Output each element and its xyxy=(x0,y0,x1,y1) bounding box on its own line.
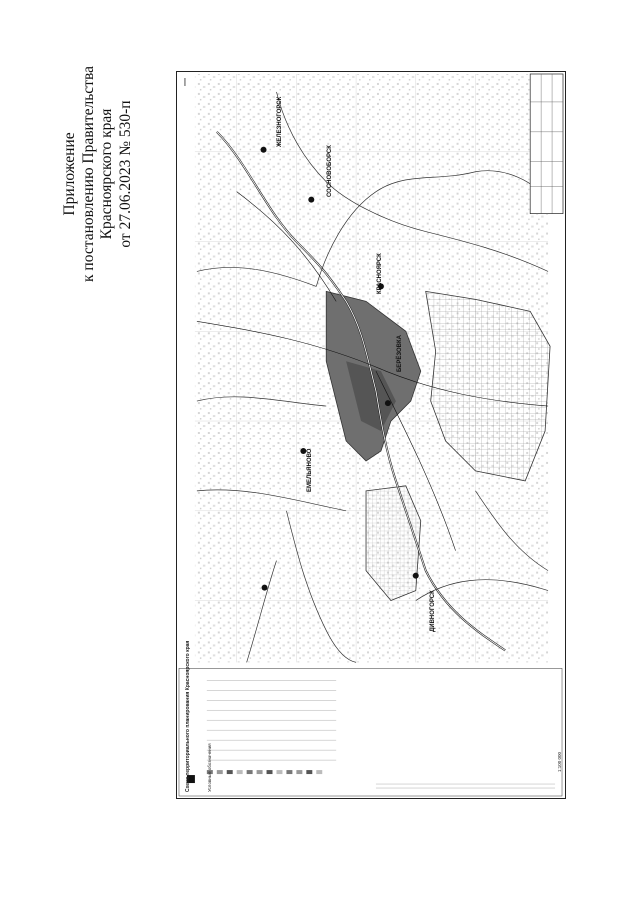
legend-title: Условные обозначения xyxy=(207,743,212,792)
header-line-1: Приложение xyxy=(61,132,78,216)
city-label-berezovka: БЕРЁЗОВКА xyxy=(397,334,403,372)
map-title: Схема территориального планирования Красноярского края xyxy=(185,640,191,792)
city-label-divnogorsk: ДИВНОГОРСК xyxy=(430,590,436,632)
scale-label: 1:100 000 xyxy=(557,751,562,772)
header-line-4: от 27.06.2023 № 530-п xyxy=(116,100,134,248)
map-sheet xyxy=(176,71,566,799)
appendix-header xyxy=(58,64,138,284)
appendix-header-text xyxy=(61,64,135,284)
city-label-zheleznogorsk: ЖЕЛЕЗНОГОРСК xyxy=(277,96,283,147)
city-label-sosnovoborsk: СОСНОВОБОРСК xyxy=(327,145,333,197)
title-block xyxy=(530,74,563,214)
header-line-3: Красноярского края xyxy=(98,108,115,240)
city-label-krasnoyarsk: КРАСНОЯРСК xyxy=(377,253,383,294)
header-line-2: к постановлению Правительства xyxy=(79,66,97,282)
legend-panel xyxy=(179,668,562,796)
map-drawing xyxy=(177,72,565,798)
city-label-emelyanovo: ЕМЕЛЬЯНОВО xyxy=(307,448,313,492)
